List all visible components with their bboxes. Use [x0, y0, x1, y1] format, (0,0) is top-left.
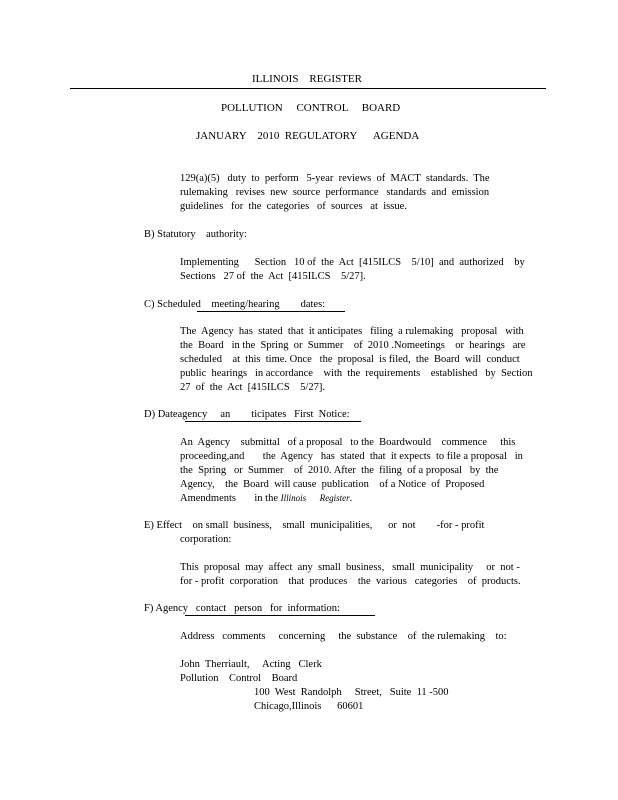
contact-city: Chicago,Illinois 60601 — [254, 701, 364, 712]
section-e-line: for - profit corporation that produces the various categories of products. — [180, 576, 521, 587]
section-b-heading: B) Statutory authority: — [144, 229, 247, 240]
header-rule — [70, 88, 546, 89]
section-d-heading: D) Dateagency an ticipates First Notice: — [144, 409, 350, 420]
section-d-period: . — [349, 493, 353, 504]
intro-line: rulemaking revises new source performance standards and emission — [180, 187, 490, 198]
section-d-underline — [185, 421, 361, 422]
section-c-underline — [197, 311, 345, 312]
section-c-line: 27 of the Act [415ILCS 5/27]. — [180, 382, 325, 393]
section-e-heading: E) Effect on small business, small municipalities, or not -for - profit — [144, 520, 485, 531]
section-c-heading: C) Scheduled meeting/hearing dates: — [144, 299, 326, 310]
illinois-register-italic: Illinois Register — [280, 493, 350, 503]
section-d-line: proceeding,and the Agency has stated that it expects to file a proposal in — [180, 451, 523, 462]
board-title: POLLUTION CONTROL BOARD — [221, 102, 401, 114]
section-b-line: Implementing Section 10 of the Act [415ILCS 5/10] and authorized by — [180, 257, 525, 268]
section-f-heading: F) Agency contact person for information: — [144, 603, 340, 614]
section-c-line: The Agency has stated that it anticipates filing a rulemaking proposal with — [180, 326, 524, 337]
contact-name: John Therriault, Acting Clerk — [180, 659, 322, 670]
agenda-title: JANUARY 2010 REGULATORY AGENDA — [196, 130, 420, 142]
section-d-line-text: Amendments in the — [180, 493, 281, 504]
section-d-line: Agency, the Board will cause publication of a Notice of Proposed — [180, 479, 485, 490]
section-d-line-last — [180, 494, 352, 505]
section-d-line: An Agency submittal of a proposal to the Boardwould commence this — [180, 437, 516, 448]
intro-line: 129(a)(5) duty to perform 5-year reviews of MACT standards. The — [180, 173, 490, 184]
section-c-line: public hearings in accordance with the requirements established by Section — [180, 368, 533, 379]
section-f-underline — [185, 615, 375, 616]
section-c-line: scheduled at this time. Once the proposal is filed, the Board will conduct — [180, 354, 520, 365]
contact-board: Pollution Control Board — [180, 673, 298, 684]
section-e-heading-cont: corporation: — [180, 534, 232, 545]
section-d-line: the Spring or Summer of 2010. After the filing of a proposal by the — [180, 465, 499, 476]
contact-street: 100 West Randolph Street, Suite 11 -500 — [254, 687, 449, 698]
section-c-line: the Board in the Spring or Summer of 2010 .Nomeetings or hearings are — [180, 340, 526, 351]
section-b-line: Sections 27 of the Act [415ILCS 5/27]. — [180, 271, 366, 282]
intro-line: guidelines for the categories of sources at issue. — [180, 201, 407, 212]
section-e-line: This proposal may affect any small business, small municipality or not - — [180, 562, 520, 573]
register-title: ILLINOIS REGISTER — [252, 73, 362, 85]
address-line: Address comments concerning the substance of the rulemaking to: — [180, 631, 507, 642]
